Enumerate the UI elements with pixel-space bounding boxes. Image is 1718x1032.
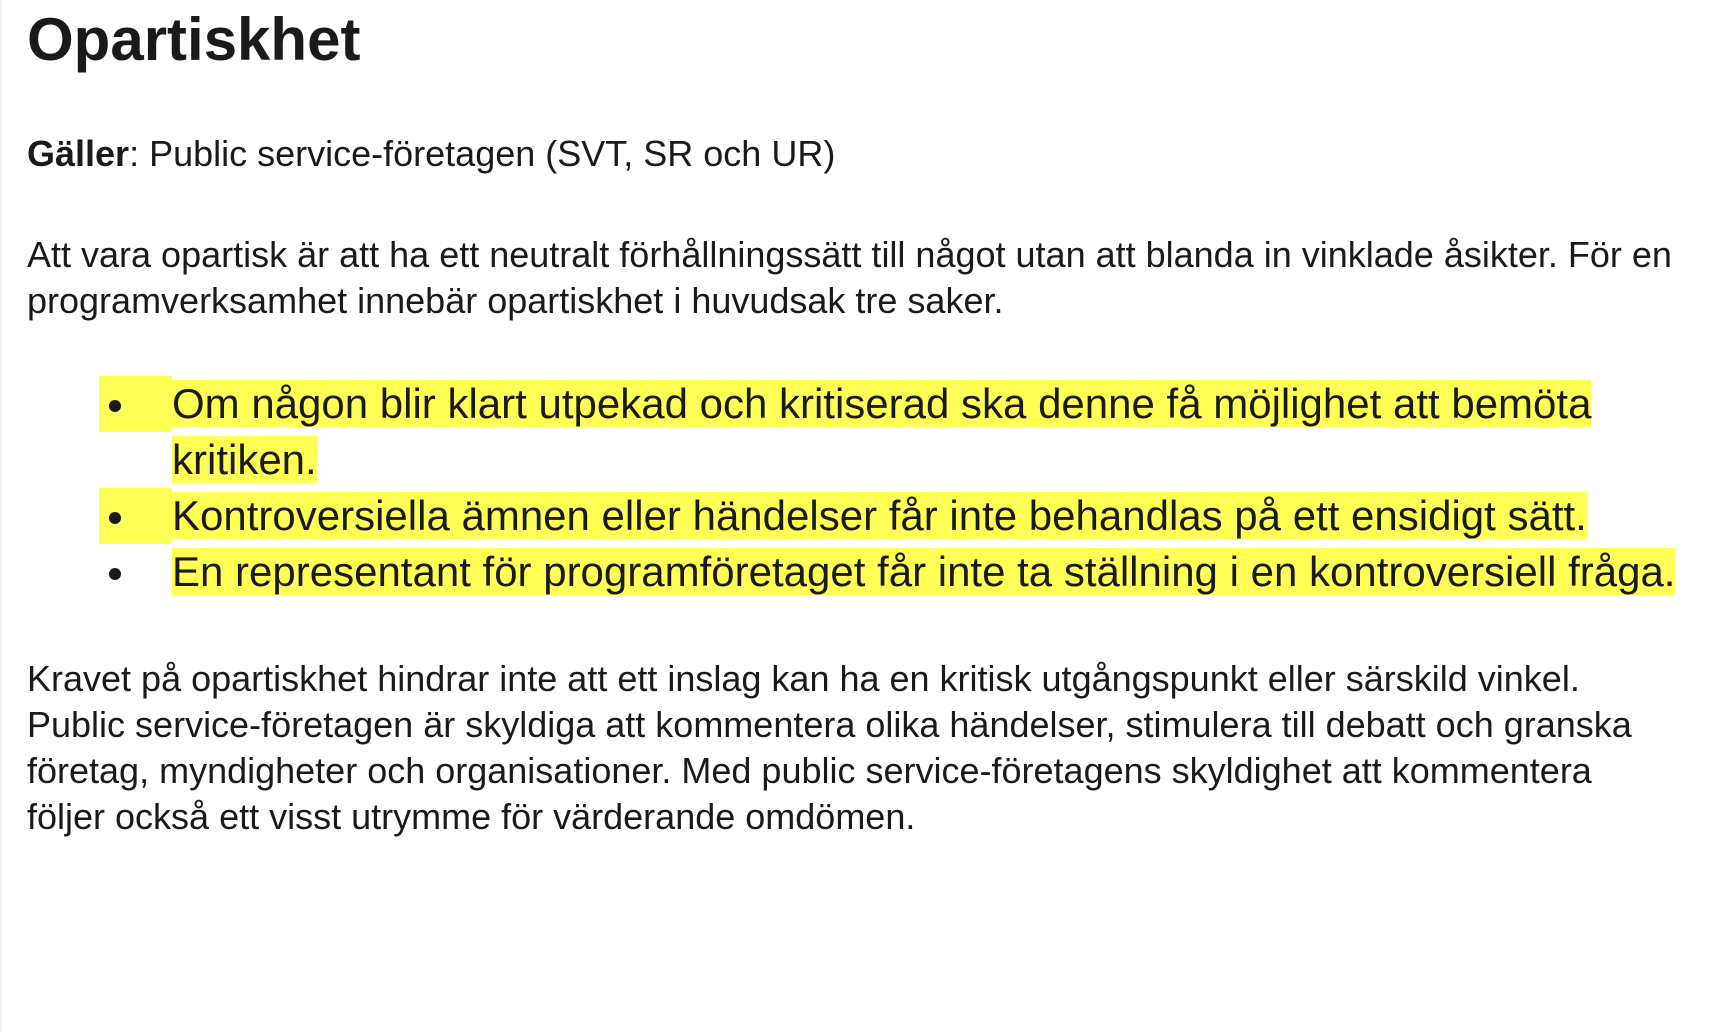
bullet-icon — [99, 544, 172, 600]
applies-text: : Public service-företagen (SVT, SR och UR) — [129, 133, 836, 174]
list-item-text: Om någon blir klart utpekad och kritiserad ska denne få möjlighet att bemöta kritiken. — [172, 380, 1592, 483]
list-item — [27, 544, 1702, 600]
list-item-text: Kontroversiella ämnen eller händelser får inte behandlas på ett ensidigt sätt. — [172, 492, 1587, 539]
bullet-icon — [99, 376, 172, 432]
list-item — [27, 376, 1702, 488]
page-title: Opartiskhet — [27, 6, 361, 73]
intro-paragraph: Att vara opartisk är att ha ett neutralt förhållningssätt till något utan att blanda in vinklade åsikter. För en programverksamhet innebär opartiskhet i huvudsak tre saker. — [27, 234, 1672, 321]
list-item — [27, 488, 1702, 544]
closing-paragraph: Kravet på opartiskhet hindrar inte att ett inslag kan ha en kritisk utgångspunkt eller särskild vinkel. Public service-företagen är skyldiga att kommentera olika händelser, stimulera till debatt och granska företag, myndigheter och organisationer. Med public service-företagens skyldighet att kommentera följer också ett visst utrymme för värderande omdömen. — [27, 658, 1632, 837]
applies-label: Gäller — [27, 133, 130, 174]
list-item-text: En representant för programföretaget får inte ta ställning i en kontroversiell fråga. — [172, 548, 1676, 595]
principles-list — [27, 376, 1718, 600]
bullet-icon — [99, 488, 172, 544]
applies-line — [27, 132, 1718, 176]
